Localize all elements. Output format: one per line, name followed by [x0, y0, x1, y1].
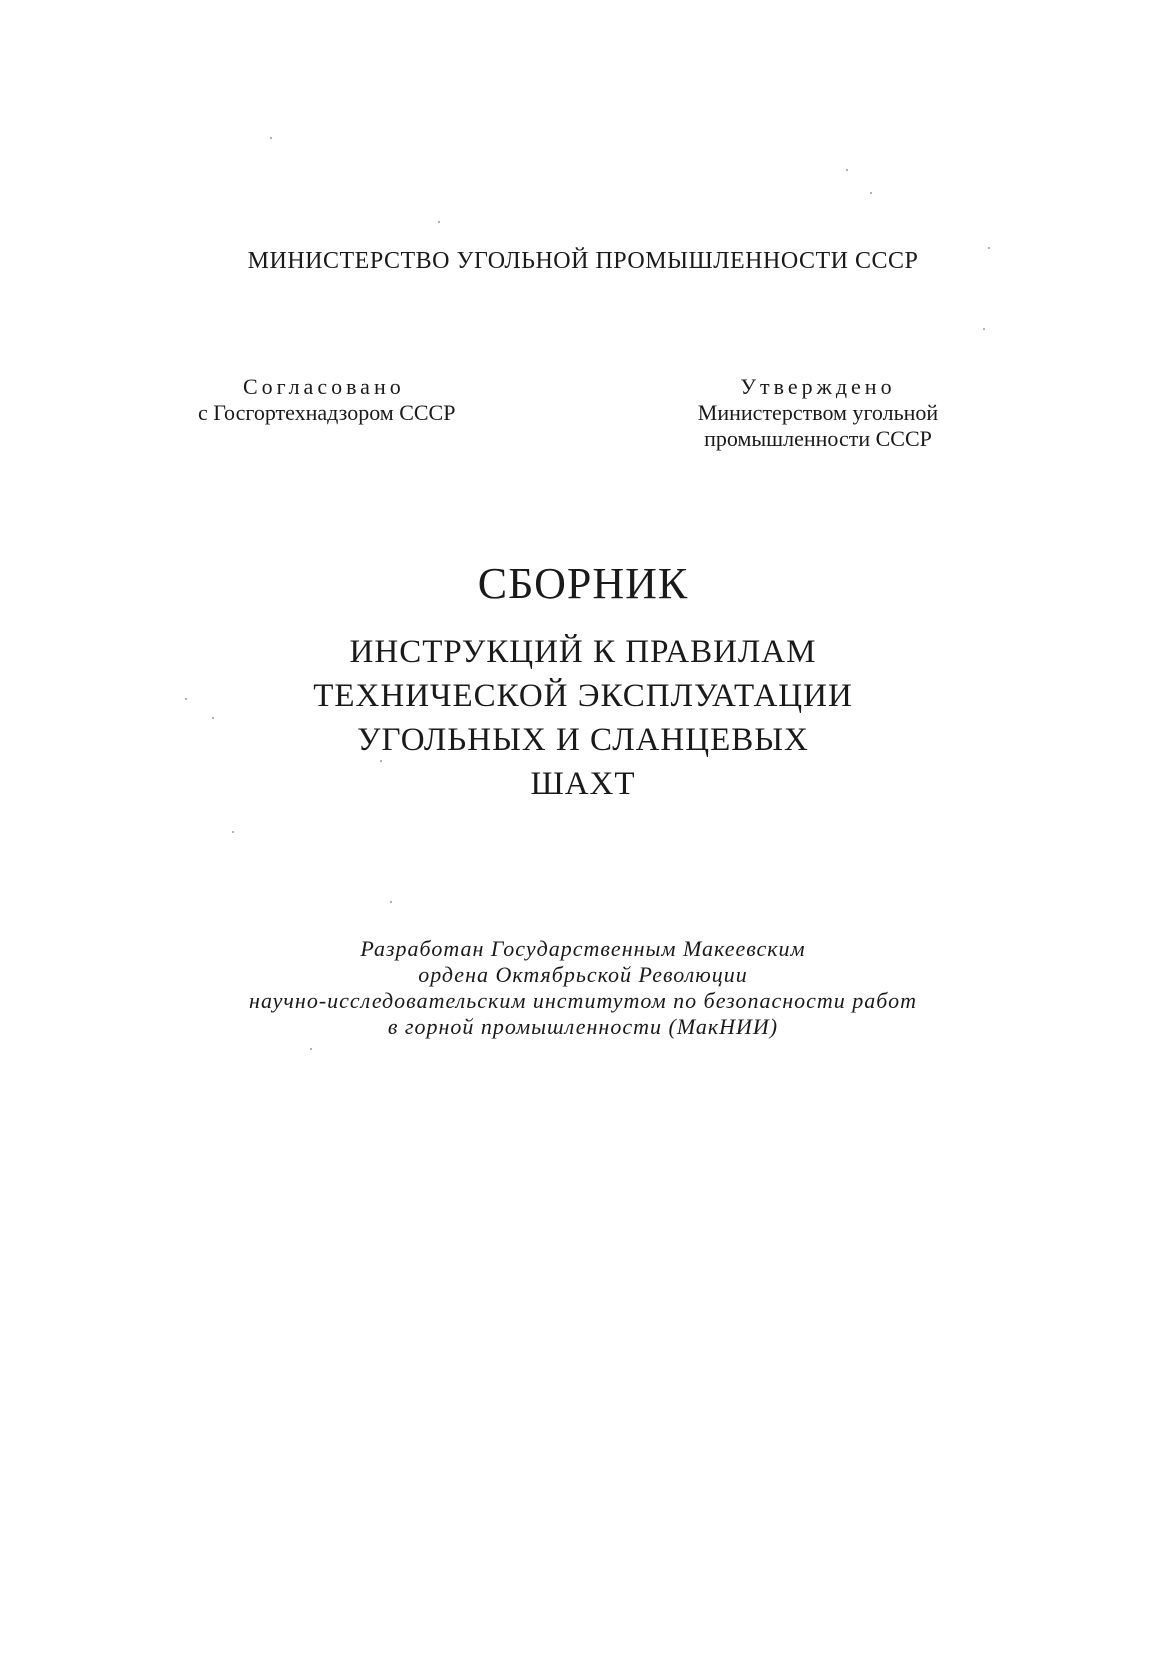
approval-block — [0, 374, 1166, 464]
subtitle-line-4: ШАХТ — [530, 766, 636, 802]
agreed-heading: Согласовано — [243, 374, 405, 399]
scan-speck — [870, 192, 872, 194]
developer-line-1: Разработан Государственным Макеевским — [360, 936, 806, 961]
scan-speck — [185, 698, 187, 700]
agreed-block — [198, 374, 528, 426]
scan-speck — [270, 137, 272, 139]
scan-speck — [310, 1048, 312, 1050]
document-subtitle — [0, 630, 1166, 806]
scan-speck — [390, 901, 392, 903]
document-title: СБОРНИК — [477, 559, 689, 608]
approved-heading: Утверждено — [740, 374, 896, 399]
ministry-heading: МИНИСТЕРСТВО УГОЛЬНОЙ ПРОМЫШЛЕННОСТИ СССР — [247, 248, 919, 274]
scan-speck — [232, 831, 234, 833]
subtitle-line-3: УГОЛЬНЫХ И СЛАНЦЕВЫХ — [357, 722, 809, 758]
scan-speck — [212, 717, 214, 719]
scan-speck — [983, 328, 985, 330]
approved-block — [668, 374, 968, 452]
subtitle-line-1: ИНСТРУКЦИЙ К ПРАВИЛАМ — [349, 634, 817, 670]
scan-speck — [988, 247, 990, 249]
approved-authority-line1: Министерством угольной — [697, 400, 939, 425]
developer-note — [0, 936, 1166, 1040]
developer-line-3: научно-исследовательским институтом по безопасности работ — [249, 988, 917, 1013]
subtitle-line-2: ТЕХНИЧЕСКОЙ ЭКСПЛУАТАЦИИ — [313, 678, 853, 714]
scan-speck — [438, 221, 440, 223]
agreed-authority: с Госгортехнадзором СССР — [198, 400, 456, 425]
developer-line-4: в горной промышленности (МакНИИ) — [387, 1014, 779, 1039]
scan-speck — [846, 169, 848, 171]
approved-authority-line2: промышленности СССР — [704, 426, 932, 451]
scan-speck — [380, 760, 382, 762]
developer-line-2: ордена Октябрьской Революции — [418, 962, 748, 987]
